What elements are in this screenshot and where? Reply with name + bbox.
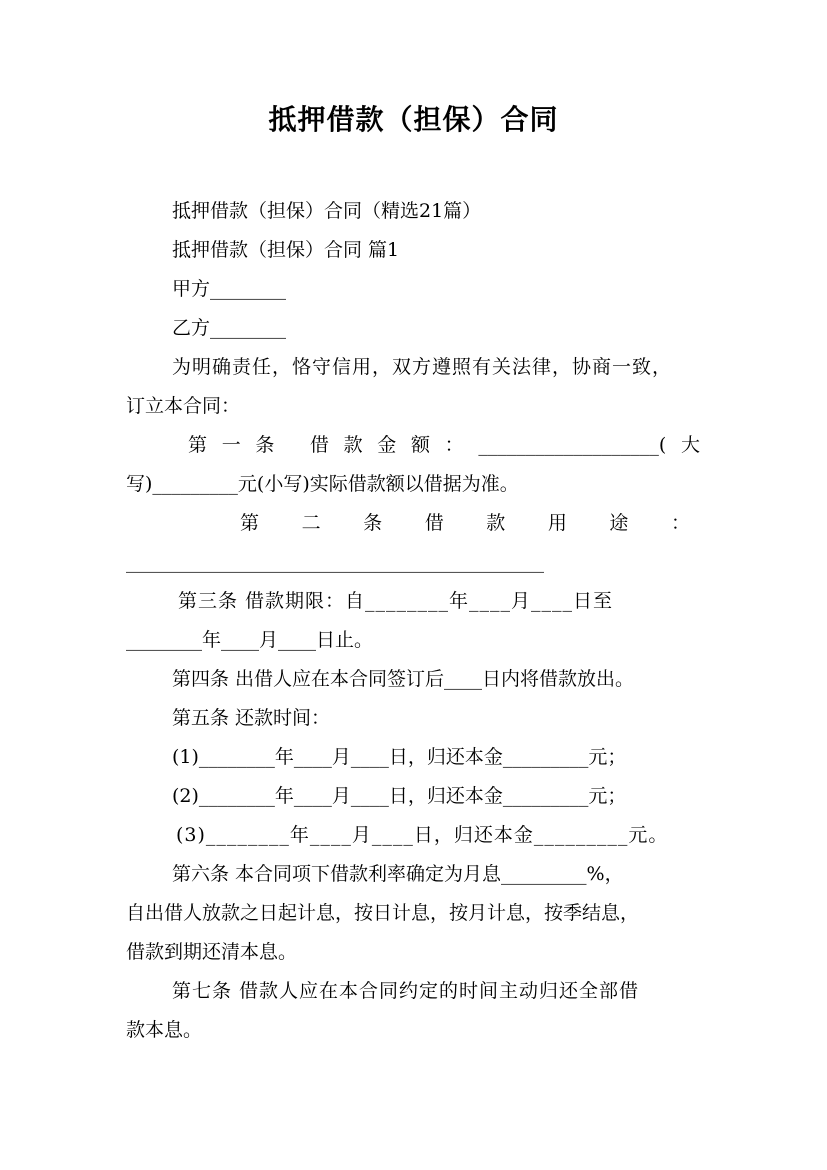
preamble-line-2: 订立本合同： bbox=[126, 395, 241, 417]
article-1-line-1: 第一条 借款金额：___________________(大 bbox=[188, 434, 700, 456]
article-2-line-1: 第 二 条 借 款 用 途 ： bbox=[240, 512, 690, 534]
party-a-line: 甲方________ bbox=[172, 278, 287, 300]
article-6-line-1: 第六条 本合同项下借款利率确定为月息_________%， bbox=[172, 863, 624, 885]
article-3-line-1: 第三条 借款期限：自________年____月____日至 bbox=[178, 590, 614, 612]
article-1-line-2: 写)_________元(小写)实际借款额以借据为准。 bbox=[126, 473, 519, 495]
article-3-line-2: ________年____月____日止。 bbox=[126, 629, 374, 651]
preamble-line-1: 为明确责任，恪守信用，双方遵照有关法律，协商一致， bbox=[172, 356, 673, 378]
article-5-heading: 第五条 还款时间： bbox=[172, 707, 331, 729]
party-b-line: 乙方________ bbox=[172, 317, 287, 339]
article-7-line-1: 第七条 借款人应在本合同约定的时间主动归还全部借 bbox=[172, 980, 640, 1002]
article-6-line-2: 自出借人放款之日起计息，按日计息，按月计息，按季结息， bbox=[126, 902, 640, 924]
section-heading: 抵押借款（担保）合同 篇1 bbox=[172, 239, 400, 261]
document-title: 抵押借款（担保）合同 bbox=[268, 103, 559, 136]
subtitle-line: 抵押借款（担保）合同（精选21篇） bbox=[172, 200, 482, 222]
repayment-item-1: (1)________年____月____日，归还本金_________元； bbox=[172, 746, 627, 768]
article-7-line-2: 款本息。 bbox=[126, 1019, 203, 1041]
article-4-line: 第四条 出借人应在本合同签订后____日内将借款放出。 bbox=[172, 668, 635, 690]
article-2-blank-line: ____________________________________________ bbox=[126, 551, 544, 573]
repayment-item-3: (3)________年____月____日，归还本金_________元。 bbox=[176, 824, 669, 846]
article-6-line-3: 借款到期还清本息。 bbox=[126, 941, 298, 963]
repayment-item-2: (2)________年____月____日，归还本金_________元； bbox=[172, 785, 627, 807]
